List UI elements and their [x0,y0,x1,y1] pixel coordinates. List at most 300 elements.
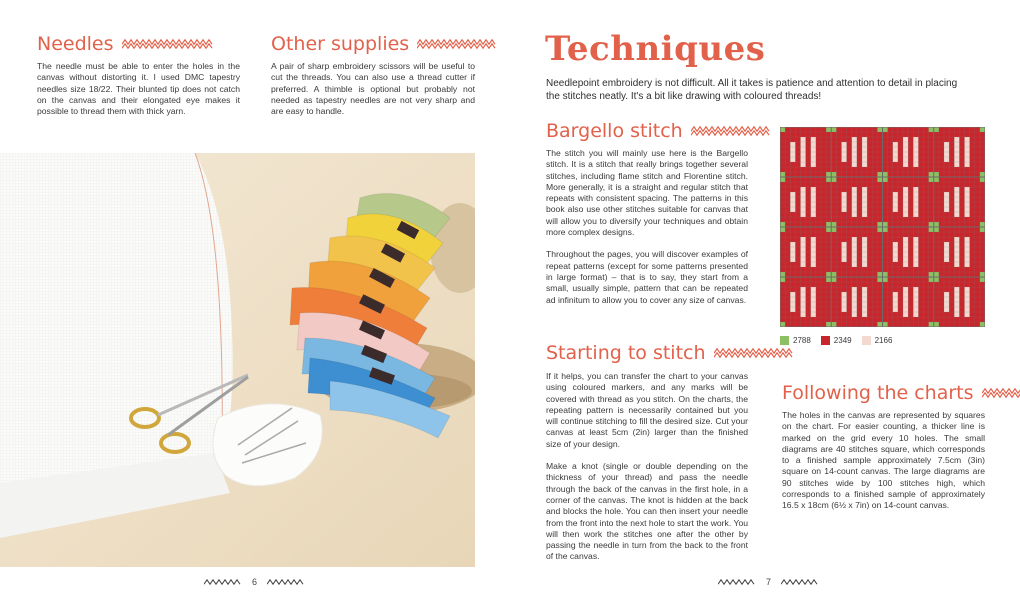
chart-cell [801,197,806,202]
chart-cell [893,147,898,152]
chart-cell [954,162,959,167]
chart-cell [913,147,918,152]
chart-cell [790,192,795,197]
chart-cell [903,137,908,142]
starting-title: Starting to stitch [546,342,706,364]
chart-cell [811,242,816,247]
legend-item [862,336,893,345]
bargello-paragraph-2: Throughout the pages, you will discover examples of repeat patterns (except for some patterns presented in large format) – that is to say, they start from a small, usually simple, pattern that can be repeated ad infinitum to allow you to cover any size of canvas. [546,249,748,305]
chart-cell [913,257,918,262]
chart-cell [862,152,867,157]
chart-cell [790,202,795,207]
legend-code: 2788 [793,336,811,345]
legend-item [821,336,852,345]
chart-cell [980,172,985,177]
chart-cell [801,142,806,147]
chart-cell [893,242,898,247]
chart-cell [903,142,908,147]
chart-cell [954,192,959,197]
chart-cell [801,137,806,142]
chart-cell [893,152,898,157]
chart-cell [913,287,918,292]
chart-cell [944,147,949,152]
chart-cell [954,252,959,257]
chart-cell [862,252,867,257]
chart-cell [842,292,847,297]
chart-cell [790,292,795,297]
chart-cell [903,257,908,262]
following-heading [782,382,1020,404]
chart-cell [842,302,847,307]
chart-cell [780,127,785,132]
chart-cell [862,242,867,247]
starting-paragraph-1: If it helps, you can transfer the chart to your canvas using coloured markers, and any marks will be covered with thread as you stitch. On the charts, the repeating pattern is necessarily contained but you will continue stitching to fill the desired size. Cut your canvas at least 5cm (2in) larger than the finished size of your design. [546,371,748,449]
chart-cell [965,207,970,212]
chart-cell [852,307,857,312]
chart-cell [842,252,847,257]
chart-cell [842,142,847,147]
chart-cell [903,147,908,152]
chart-cell [852,292,857,297]
chart-cell [842,207,847,212]
chart-cell [965,302,970,307]
chart-cell [929,227,934,232]
chart-cell [877,322,882,327]
chart-cell [811,247,816,252]
chart-cell [862,307,867,312]
chart-cell [954,302,959,307]
chart-cell [852,302,857,307]
chart-cell [790,152,795,157]
chart-cell [893,292,898,297]
chart-cell [801,257,806,262]
chart-cell [831,177,836,182]
chart-cell [944,192,949,197]
chart-cell [842,257,847,262]
chart-cell [903,292,908,297]
chart-cell [862,257,867,262]
chart-cell [826,222,831,227]
chart-cell [913,192,918,197]
chart-cell [811,257,816,262]
chart-cell [831,127,836,132]
chart-cell [883,222,888,227]
chart-cell [842,152,847,157]
chart-cell [965,142,970,147]
chart-cell [877,277,882,282]
chart-cell [903,202,908,207]
chart-cell [811,287,816,292]
left-page-footer [204,577,305,587]
legend-code: 2166 [874,336,893,345]
chart-cell [913,212,918,217]
chart-cell [954,307,959,312]
chart-cell [852,312,857,317]
chart-cell [954,207,959,212]
chart-cell [965,187,970,192]
chart-cell [954,237,959,242]
chart-cell [831,277,836,282]
starting-heading [546,342,794,364]
chart-cell [980,127,985,132]
chart-cell [852,297,857,302]
chart-cell [893,307,898,312]
chart-cell [862,197,867,202]
chart-cell [965,312,970,317]
chart-cell [944,152,949,157]
chart-cell [903,192,908,197]
chart-cell [913,142,918,147]
chart-cell [913,312,918,317]
chart-cell [862,237,867,242]
chart-cell [965,157,970,162]
chart-cell [801,237,806,242]
following-title: Following the charts [782,382,974,404]
chart-cell [852,257,857,262]
bargello-body [546,148,748,306]
chart-cell [801,152,806,157]
chart-cell [811,302,816,307]
chart-cell [852,202,857,207]
chart-cell [913,157,918,162]
chart-cell [944,257,949,262]
chart-cell [862,202,867,207]
chart-cell [954,197,959,202]
chart-cell [934,177,939,182]
chart-cell [811,197,816,202]
chart-cell [913,302,918,307]
chart-cell [913,152,918,157]
chart-cell [893,142,898,147]
chart-cell [954,157,959,162]
chart-cell [811,207,816,212]
chart-cell [862,212,867,217]
chart-cell [790,302,795,307]
chart-cell [893,247,898,252]
page-number-left: 6 [252,577,258,587]
chart-cell [780,277,785,282]
chart-cell [954,247,959,252]
needles-heading [37,33,214,55]
chart-cell [842,247,847,252]
chart-cell [801,202,806,207]
chart-cell [954,297,959,302]
chart-cell [790,247,795,252]
chart-cell [913,247,918,252]
chart-cell [965,292,970,297]
chart-cell [852,187,857,192]
chart-cell [780,227,785,232]
chart-cell [877,227,882,232]
zigzag-ornament [714,347,794,359]
chart-cell [893,192,898,197]
chart-cell [929,272,934,277]
chart-cell [842,157,847,162]
chart-cell [801,212,806,217]
chart-cell [852,242,857,247]
chart-cell [790,297,795,302]
chart-cell [980,277,985,282]
supplies-photo [0,153,475,567]
chart-cell [903,242,908,247]
chart-cell [780,177,785,182]
chart-cell [929,222,934,227]
chart-cell [852,147,857,152]
chart-cell [852,252,857,257]
chart-cell [903,307,908,312]
chart-cell [883,272,888,277]
chart-cell [965,242,970,247]
chart-cell [811,307,816,312]
chart-cell [944,207,949,212]
chart-cell [944,297,949,302]
chart-cell [801,247,806,252]
techniques-title: Techniques [545,29,766,69]
chart-cell [903,262,908,267]
chart-cell [929,322,934,327]
chart-cell [790,207,795,212]
chart-cell [862,207,867,212]
chart-cell [965,257,970,262]
chart-cell [852,197,857,202]
chart-cell [862,312,867,317]
chart-cell [944,252,949,257]
chart-cell [842,147,847,152]
chart-cell [801,307,806,312]
chart-cell [934,272,939,277]
chart-cell [893,302,898,307]
chart-cell [780,222,785,227]
bargello-paragraph-1: The stitch you will mainly use here is the Bargello stitch. It is a stitch that really brings together several stitches, including flame stitch and Florentine stitch. More generally, it is a straight and regular stitch that repeats with consistent spacing. The patterns in this book also use other stitches suitable for canvas that will allow you to diversify your techniques and obtain more complex designs. [546,148,748,238]
chart-cell [954,152,959,157]
chart-cell [883,177,888,182]
chart-cell [811,162,816,167]
bargello-chart-grid [780,127,985,327]
chart-cell [790,252,795,257]
chart-cell [913,237,918,242]
chart-cell [934,322,939,327]
chart-cell [954,292,959,297]
chart-cell [852,247,857,252]
chart-cell [965,212,970,217]
chart-cell [811,212,816,217]
chart-cell [965,297,970,302]
chart-cell [852,152,857,157]
chart-cell [893,297,898,302]
chart-cell [954,137,959,142]
chart-cell [801,262,806,267]
chart-cell [893,197,898,202]
chart-cell [934,227,939,232]
chart-cell [893,252,898,257]
chart-cell [842,297,847,302]
chart-cell [965,287,970,292]
chart-cell [801,187,806,192]
chart-cell [801,292,806,297]
chart-cell [842,192,847,197]
chart-cell [934,127,939,132]
supplies-photo-illustration [0,153,475,567]
chart-cell [954,242,959,247]
chart-cell [965,307,970,312]
chart-cell [913,262,918,267]
chart-cell [801,157,806,162]
chart-cell [842,202,847,207]
chart-cell [811,312,816,317]
chart-cell [903,207,908,212]
chart-cell [852,207,857,212]
chart-cell [903,187,908,192]
chart-cell [811,262,816,267]
chart-cell [965,252,970,257]
chart-cell [801,312,806,317]
chart-cell [801,297,806,302]
chart-cell [862,247,867,252]
chart-cell [811,137,816,142]
chart-cell [852,262,857,267]
legend-code: 2349 [833,336,852,345]
chart-cell [944,247,949,252]
chart-cell [883,172,888,177]
chart-cell [980,322,985,327]
chart-cell [826,272,831,277]
chart-cell [893,202,898,207]
chart-cell [780,272,785,277]
chart-cell [811,187,816,192]
chart-cell [944,307,949,312]
chart-cell [913,292,918,297]
chart-cell [790,157,795,162]
footer-zigzag [718,577,756,587]
footer-zigzag [267,577,305,587]
chart-cell [954,202,959,207]
chart-cell [801,242,806,247]
chart-cell [862,302,867,307]
chart-cell [954,262,959,267]
bargello-title: Bargello stitch [546,120,683,142]
chart-cell [903,197,908,202]
chart-cell [852,192,857,197]
chart-cell [790,142,795,147]
chart-cell [780,172,785,177]
chart-cell [790,307,795,312]
chart-cell [842,197,847,202]
chart-cell [852,162,857,167]
chart-cell [944,292,949,297]
chart-cell [965,137,970,142]
chart-cell [831,222,836,227]
chart-cell [811,192,816,197]
chart-cell [883,322,888,327]
chart-cell [862,162,867,167]
chart-cell [929,172,934,177]
chart-cell [826,127,831,132]
chart-cell [852,237,857,242]
legend-swatch-pink [862,336,871,345]
chart-cell [893,207,898,212]
chart-cell [903,297,908,302]
chart-cell [929,127,934,132]
chart-cell [903,157,908,162]
other-supplies-title: Other supplies [271,33,410,55]
chart-cell [944,302,949,307]
chart-cell [913,297,918,302]
chart-cell [965,192,970,197]
chart-cell [801,192,806,197]
techniques-intro: Needlepoint embroidery is not difficult. All it takes is patience and attention to detail in placing the stitches neatly. It's a bit like drawing with coloured threads! [546,78,958,102]
chart-cell [811,237,816,242]
chart-cell [877,127,882,132]
zigzag-ornament [122,38,214,50]
chart-cell [852,287,857,292]
chart-cell [893,157,898,162]
legend-swatch-red [821,336,830,345]
right-page-footer [718,577,819,587]
chart-cell [929,277,934,282]
bargello-heading [546,120,771,142]
starting-body [546,371,748,563]
chart-cell [852,137,857,142]
chart-cell [831,227,836,232]
chart-cell [801,147,806,152]
chart-cell [811,152,816,157]
chart-cell [790,257,795,262]
chart-cell [811,202,816,207]
zigzag-ornament [982,387,1020,399]
chart-cell [980,227,985,232]
chart-cell [980,177,985,182]
chart-cell [801,162,806,167]
chart-cell [944,142,949,147]
chart-cell [980,222,985,227]
chart-cell [929,177,934,182]
chart-cell [801,302,806,307]
chart-cell [913,207,918,212]
chart-cell [811,292,816,297]
chart-cell [862,287,867,292]
chart-cell [934,222,939,227]
chart-cell [934,172,939,177]
chart-cell [913,252,918,257]
chart-cell [965,202,970,207]
chart-cell [954,257,959,262]
chart-cell [862,292,867,297]
chart-cell [852,142,857,147]
chart-cell [883,227,888,232]
chart-cell [811,157,816,162]
chart-cell [877,222,882,227]
chart-cell [913,202,918,207]
chart-cell [893,257,898,262]
chart-cell [913,137,918,142]
chart-cell [790,242,795,247]
chart-cell [903,302,908,307]
chart-cell [811,297,816,302]
chart-cell [944,202,949,207]
chart-cell [780,322,785,327]
chart-cell [862,137,867,142]
chart-cell [852,212,857,217]
chart-cell [862,262,867,267]
chart-cell [826,227,831,232]
chart-cell [801,252,806,257]
chart-cell [801,287,806,292]
bargello-chart [780,127,985,327]
chart-cell [877,172,882,177]
chart-cell [965,262,970,267]
chart-cell [965,197,970,202]
chart-cell [965,162,970,167]
